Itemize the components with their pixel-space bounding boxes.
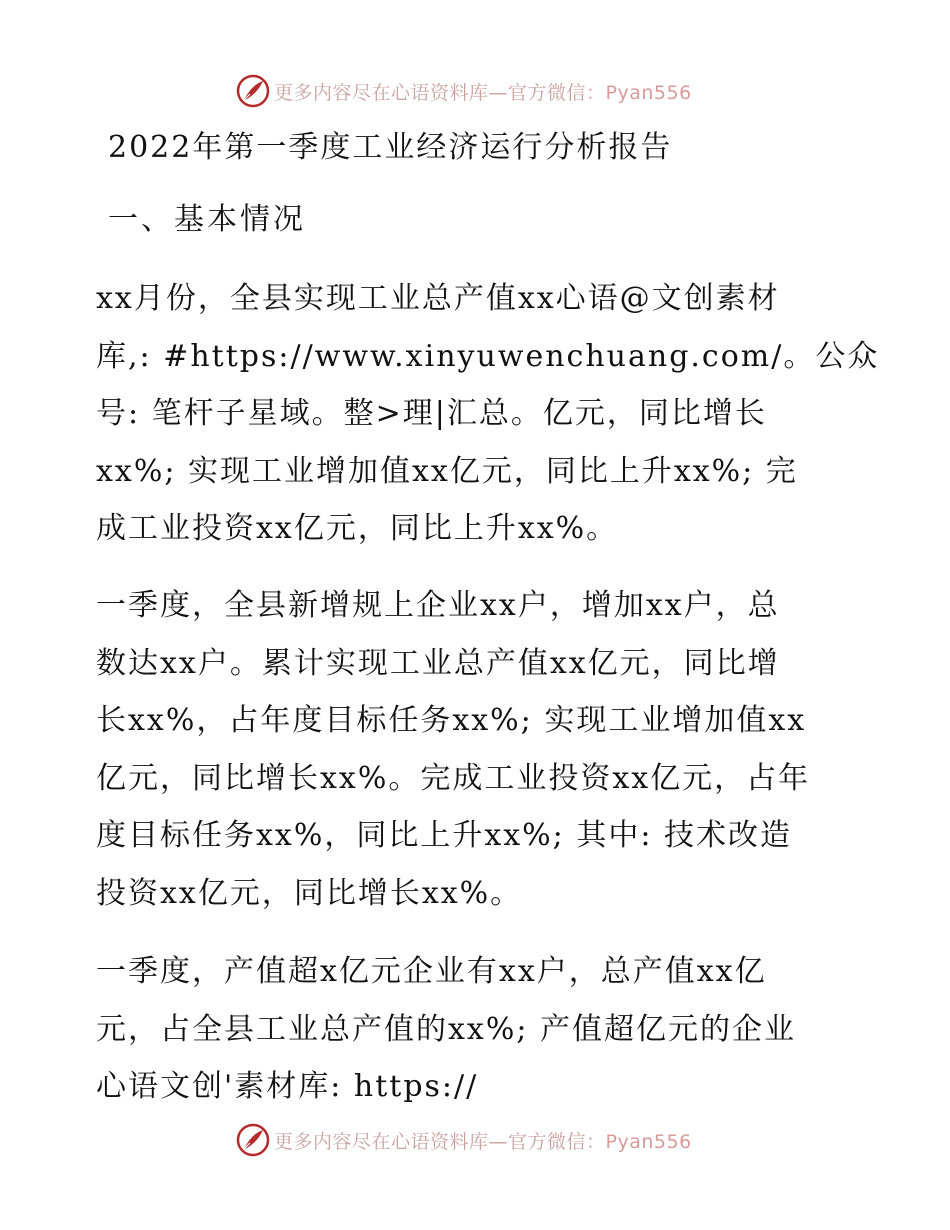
quill-logo-icon [236,74,270,108]
header-wechat-id: Pyan556 [605,81,692,104]
paragraph-line: xx%; 实现工业增加值xx亿元，同比上升xx%; 完 [96,453,798,489]
footer-watermark-banner [236,1120,756,1160]
section-heading: 一、基本情况 [108,202,306,237]
header-banner-text: 更多内容尽在心语资料库—官方微信：Pyan556 [274,81,692,104]
document-title: 2022年第一季度工业经济运行分析报告 [108,130,673,165]
paragraph-line: xx月份，全县实现工业总产值xx心语@文创素材 [96,281,780,316]
paragraph-line: 号: 笔杆子星域。整>理|汇总。亿元，同比增长 [96,396,767,431]
quill-logo-icon [236,1123,270,1157]
paragraph-line: 数达xx户。累计实现工业总产值xx亿元，同比增 [96,645,780,681]
paragraph-line: 一季度，产值超x亿元企业有xx户，总产值xx亿 [96,954,767,989]
paragraph-line: 一季度，全县新增规上企业xx户，增加xx户，总 [96,588,780,623]
paragraph-line: 元，占全县工业总产值的xx%; 产值超亿元的企业 [96,1011,796,1047]
paragraph-1 [96,270,880,558]
paragraph-line: 成工业投资xx亿元，同比上升xx%。 [96,511,619,546]
header-watermark-banner [236,71,756,111]
paragraph-line: 度目标任务xx%，同比上升xx%; 其中: 技术改造 [96,818,792,853]
paragraph-3 [96,943,866,1116]
paragraph-line: 库,: #https://www.xinyuwenchuang.com/。公众 [96,338,880,374]
paragraph-2 [96,577,866,922]
footer-wechat-id: Pyan556 [605,1130,692,1153]
paragraph-line: 长xx%，占年度目标任务xx%; 实现工业增加值xx [96,703,807,738]
paragraph-line: 心语文创'素材库: https:// [96,1069,479,1104]
footer-banner-text: 更多内容尽在心语资料库—官方微信：Pyan556 [274,1130,692,1153]
paragraph-line: 投资xx亿元，同比增长xx%。 [96,875,523,911]
paragraph-line: 亿元，同比增长xx%。完成工业投资xx亿元，占年 [96,760,811,796]
